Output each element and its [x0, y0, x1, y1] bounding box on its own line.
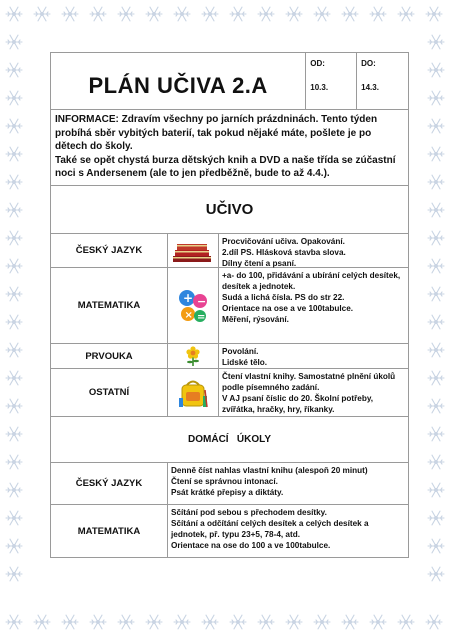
- desc-line: +a- do 100, přidávání a ubírání celých desítek, desítek a jednotek.: [222, 271, 401, 291]
- desc-line: 2.díl PS. Hlásková stavba slova.: [222, 248, 346, 257]
- ucivo-heading: [51, 186, 408, 234]
- subject-label: OSTATNÍ: [51, 369, 168, 416]
- subject-label: ČESKÝ JAZYK: [51, 234, 168, 267]
- desc-line: Dílny čtení a psaní.: [222, 259, 297, 268]
- ucivo-description: [219, 234, 408, 267]
- date-from-value: 10.3.: [310, 83, 329, 92]
- info-paragraph-1: INFORMACE: Zdravím všechny po jarních prázdninách. Tento týden probíhá sběr vybitých baterií, tak pokud nějaké máte, pošlete je po dětech do školy.: [55, 114, 378, 152]
- books-icon: [168, 234, 219, 267]
- ucivo-row-prvouka: [51, 344, 408, 369]
- flower-icon: [168, 344, 219, 368]
- date-to-cell: [357, 53, 408, 109]
- svg-text:−: −: [197, 294, 207, 308]
- ucivo-row-matematika: [51, 268, 408, 344]
- desc-line: Měření, rýsování.: [222, 315, 289, 324]
- desc-line: Sčítání a odčítání celých desítek a celých desítek a jednotek, př. typu 23+5, 78-4, atd.: [171, 519, 369, 539]
- ucivo-row-cesky-jazyk: [51, 234, 408, 268]
- desc-line: Psát krátké přepisy a diktáty.: [171, 488, 284, 497]
- ucivo-heading-text: UČIVO: [205, 201, 254, 218]
- page-title: PLÁN UČIVA 2.A: [88, 73, 268, 98]
- desc-line: Povolání.: [222, 347, 259, 356]
- homework-heading-text: DOMÁCÍ ÚKOLY: [188, 434, 271, 445]
- desc-line: V AJ psaní číslic do 20. Školní potřeby, zvířátka, hračky, hry, říkanky.: [222, 394, 374, 414]
- homework-description: [168, 463, 408, 504]
- date-to-label: DO:: [361, 59, 376, 68]
- info-paragraph-2: Také se opět chystá burza dětských knih a DVD a naše třída se zúčastní noci s Andersenem (ale to jen předběžně, bude to až 4.4.).: [55, 154, 396, 179]
- school-bag-icon: [168, 369, 219, 416]
- subject-label: PRVOUKA: [51, 344, 168, 368]
- title-cell: [51, 53, 306, 109]
- desc-line: Procvičování učiva. Opakování.: [222, 237, 345, 246]
- homework-description: [168, 505, 408, 557]
- date-from-label: OD:: [310, 59, 325, 68]
- plan-header: [51, 53, 408, 110]
- svg-text:=: =: [197, 311, 206, 323]
- lesson-plan-table: [50, 52, 409, 558]
- ucivo-description: [219, 369, 408, 416]
- ucivo-row-ostatni: [51, 369, 408, 417]
- ucivo-description: [219, 344, 408, 368]
- desc-line: Orientace na ose do 100 a ve 100tabulce.: [171, 541, 331, 550]
- info-block: [51, 110, 408, 186]
- date-to-value: 14.3.: [361, 83, 379, 92]
- subject-label: ČESKÝ JAZYK: [51, 463, 168, 504]
- ucivo-description: [219, 268, 408, 343]
- desc-line: Čtení vlastní knihy. Samostatné plnění úkolů podle písemného zadání.: [222, 372, 396, 392]
- date-from-cell: [306, 53, 357, 109]
- math-symbols-icon: [168, 268, 219, 343]
- homework-row-cesky-jazyk: [51, 463, 408, 505]
- svg-text:+: +: [183, 290, 194, 305]
- svg-text:×: ×: [184, 309, 193, 321]
- homework-heading: [51, 417, 408, 463]
- subject-label: MATEMATIKA: [51, 505, 168, 557]
- desc-line: Orientace na ose a ve 100tabulce.: [222, 304, 354, 313]
- subject-label: MATEMATIKA: [51, 268, 168, 343]
- desc-line: Čtení se správnou intonací.: [171, 477, 278, 486]
- desc-line: Sudá a lichá čísla. PS do str 22.: [222, 293, 345, 302]
- desc-line: Denně číst nahlas vlastní knihu (alespoň 20 minut): [171, 466, 368, 475]
- desc-line: Sčítání pod sebou s přechodem desítky.: [171, 508, 327, 517]
- desc-line: Lidské tělo.: [222, 358, 268, 367]
- homework-row-matematika: [51, 505, 408, 557]
